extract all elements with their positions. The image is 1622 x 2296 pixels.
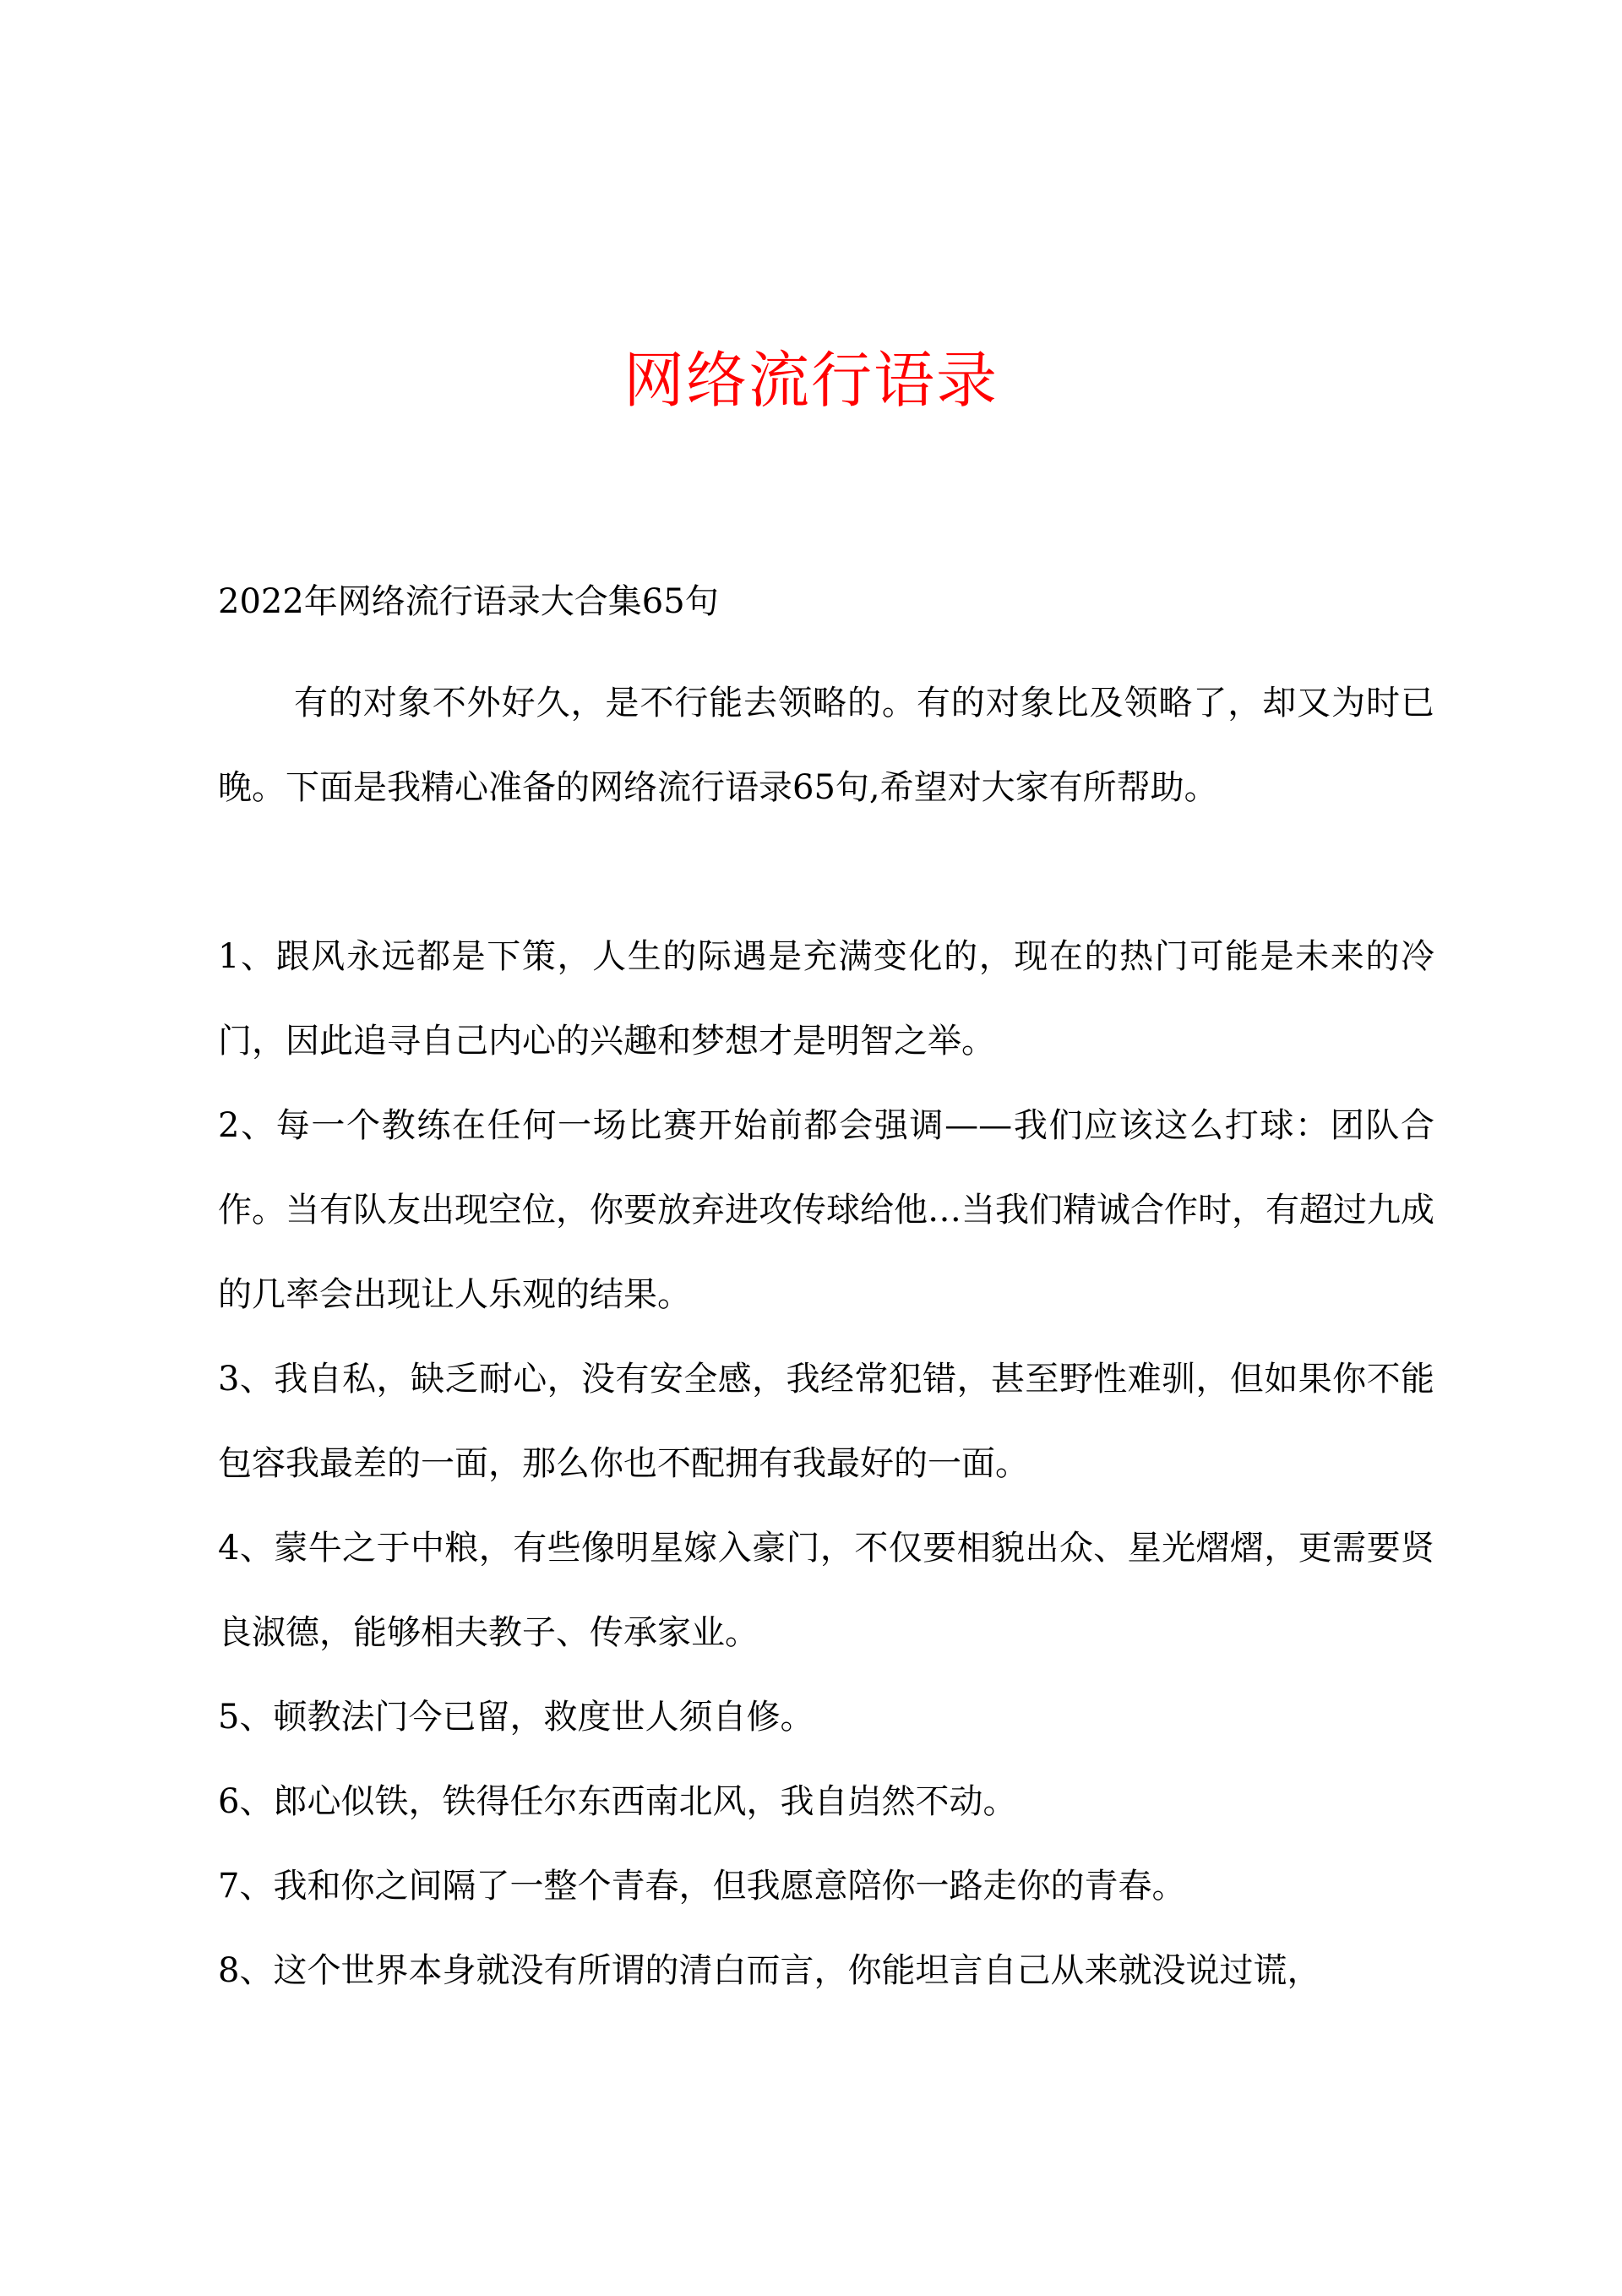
quote-item: 5、顿教法门今已留，救度世人须自修。 <box>218 1698 814 1737</box>
quote-item: 4、蒙牛之于中粮，有些像明星嫁入豪门，不仅要相貌出众、星光熠熠，更需要贤良淑德，能够相夫教子、传承家业。 <box>218 1529 1434 1652</box>
document-body <box>218 661 1434 2013</box>
quote-item: 7、我和你之间隔了一整个青春，但我愿意陪你一路走你的青春。 <box>218 1867 1186 1906</box>
document-subtitle: 2022年网络流行语录大合集65句 <box>218 582 719 621</box>
quote-item: 2、每一个教练在任何一场比赛开始前都会强调——我们应该这么打球：团队合作。当有队友出现空位，你要放弃进攻传球给他…当我们精诚合作时，有超过九成的几率会出现让人乐观的结果。 <box>218 1106 1434 1314</box>
paragraph-spacer <box>218 830 1434 914</box>
quote-item: 6、郎心似铁，铁得任尔东西南北风，我自岿然不动。 <box>218 1782 1017 1821</box>
quote-item: 3、我自私，缺乏耐心，没有安全感，我经常犯错，甚至野性难驯，但如果你不能包容我最差的一面，那么你也不配拥有我最好的一面。 <box>218 1360 1434 1483</box>
quote-item: 1、跟风永远都是下策，人生的际遇是充满变化的，现在的热门可能是未来的冷门，因此追寻自己内心的兴趣和梦想才是明智之举。 <box>218 937 1434 1061</box>
intro-paragraph: 有的对象不外好久，是不行能去领略的。有的对象比及领略了，却又为时已晚。下面是我精心准备的网络流行语录65句,希望对大家有所帮助。 <box>218 684 1434 807</box>
quote-item: 8、这个世界本身就没有所谓的清白而言，你能坦言自己从来就没说过谎， <box>218 1951 1321 1990</box>
document-title: 网络流行语录 <box>623 345 999 416</box>
